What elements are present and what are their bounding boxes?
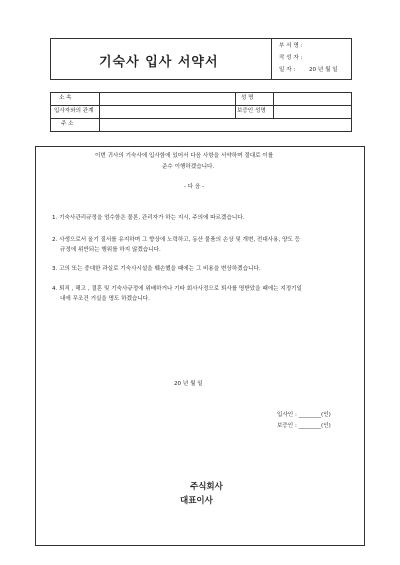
ceo-title: 대표이사 [180, 496, 213, 506]
intro-line-2: 준수 이행하겠습니다. [162, 164, 215, 170]
affiliation-label: 소 속 [59, 95, 72, 101]
name-label: 성 명 [241, 95, 254, 101]
item-4-cont: 내에 무조건 거실을 명도 하겠습니다. [60, 296, 150, 302]
guarantor-name-label: 보증인 성명 [237, 108, 266, 114]
info-table [50, 92, 352, 132]
dept-label: 부 서 명 : [279, 43, 303, 49]
author-label: 작 성 자 : [279, 55, 303, 61]
signer-applicant: 입사인 : ________(인) [277, 412, 331, 418]
date-value: 20 년 월 일 [309, 67, 338, 73]
item-2-cont: 규정에 위반되는 행위를 하지 않겠습니다. [60, 247, 161, 253]
document-title: 기숙사 입사 서약서 [99, 55, 219, 70]
header-box [50, 38, 352, 80]
item-4: 4. 퇴직 , 해고 , 결혼 및 기숙사규정에 위배하거나 기타 회사사정으로 퇴사를 명받았을 때에는 지정기일 [52, 286, 302, 292]
header-divider [271, 39, 272, 79]
item-3: 3. 고의 또는 중대한 과실로 기숙사시설을 훼손했을 때에는 그 비용을 변상하겠습니다. [52, 266, 261, 272]
date-label: 일 자 : [279, 67, 296, 73]
address-label: 주 소 [61, 121, 74, 127]
signer-guarantor: 보증인 : ________(인) [277, 423, 331, 429]
section-heading: - 다 음 - [184, 184, 205, 190]
company-name: 주식회사 [190, 482, 223, 492]
intro-line-1: 이번 귀사의 기숙사에 입사함에 있어서 다음 사항을 서약하며 절대로 이를 [95, 153, 274, 159]
relation-label: 입사자와의 관계 [54, 108, 94, 114]
item-1: 1. 기숙사관리규정을 엄수함은 물론, 관리자가 하는 지시, 주의에 따르겠습니다. [52, 215, 245, 221]
item-2: 2. 사생으로서 올기 질서를 유지하며 그 향상에 노력하고, 동산 물품의 손상 및 개변, 전대사용, 양도 등 [52, 237, 301, 243]
sign-date-line: 20 년 월 일 [174, 381, 203, 387]
